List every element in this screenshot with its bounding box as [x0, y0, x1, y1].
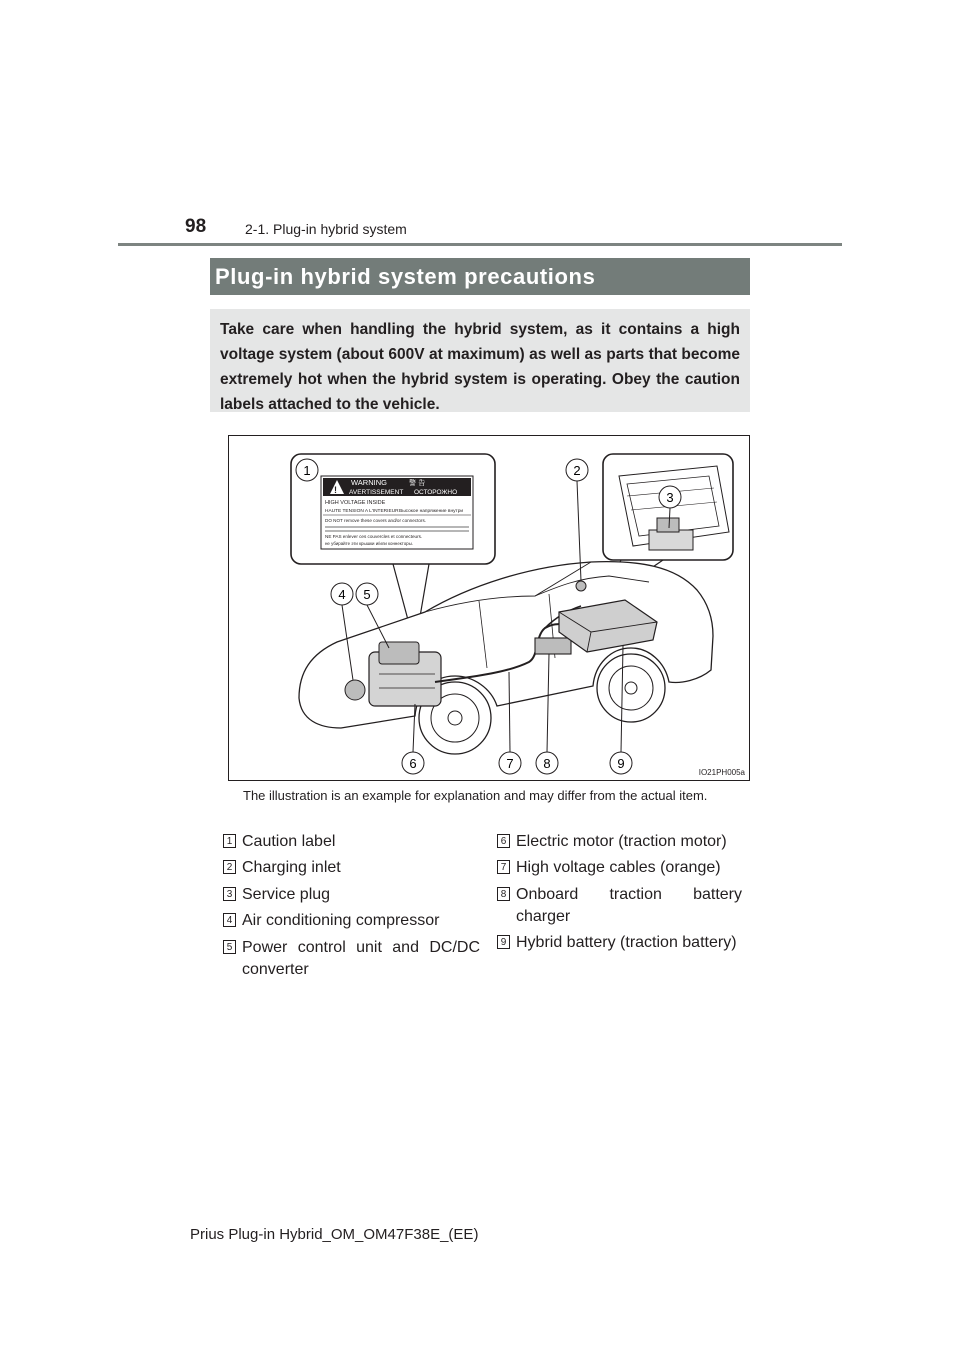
label-cjk-warning: 警 告 — [409, 479, 426, 487]
legend-text: Caution label — [242, 833, 336, 850]
legend-number: 5 — [223, 940, 236, 954]
charging-inlet — [576, 581, 586, 591]
svg-text:9: 9 — [617, 756, 625, 771]
legend-number: 2 — [223, 860, 236, 874]
legend-number: 6 — [497, 834, 510, 848]
legend-text: Air conditioning compressor — [242, 912, 440, 929]
label-haute-tension: HAUTE TENSION A L'INTERIEUR — [325, 509, 399, 514]
page-number: 98 — [185, 216, 207, 237]
svg-text:4: 4 — [338, 587, 346, 602]
illustration-note: The illustration is an example for explanation and may differ from the actual item. — [243, 788, 708, 803]
svg-text:1: 1 — [303, 463, 311, 478]
label-russian-warning: ОСТОРОЖНО — [414, 489, 458, 496]
legend-number: 1 — [223, 834, 236, 848]
section-title: 2-1. Plug-in hybrid system — [245, 221, 407, 237]
label-russian-voltage: Высокое напряжение внутри — [399, 509, 464, 514]
legend-number: 9 — [497, 935, 510, 949]
callout-1 — [296, 459, 318, 481]
legend-number: 8 — [497, 887, 510, 901]
intro-text: Take care when handling the hybrid system, as it contains a high voltage system (about 600V at maximum) as well as parts that become extremely hot when the hybrid system is operating. Obey the caution labels attached to the vehicle. — [210, 309, 750, 412]
label-avertissement: AVERTISSEMENT — [349, 489, 404, 496]
legend-text: Charging inlet — [242, 859, 341, 876]
label-high-voltage: HIGH VOLTAGE INSIDE — [325, 500, 386, 506]
svg-text:8: 8 — [543, 756, 551, 771]
label-ne-pas: NE PAS enlever ces couvercles et connecteurs. — [325, 534, 423, 539]
label-do-not: DO NOT remove these covers and/or connectors. — [325, 518, 427, 523]
svg-text:2: 2 — [573, 463, 581, 478]
label-russian-do-not: не убирайте эти крышки и/или коннекторы. — [325, 541, 413, 546]
legend-text: Service plug — [242, 886, 331, 903]
page-heading: Plug-in hybrid system precautions — [210, 258, 750, 295]
svg-text:!: ! — [334, 485, 337, 495]
legend-number: 3 — [223, 887, 236, 901]
legend-number: 7 — [497, 860, 510, 874]
legend-text: Electric motor (traction motor) — [516, 833, 727, 850]
label-warning: WARNING — [351, 478, 387, 487]
svg-text:5: 5 — [363, 587, 371, 602]
svg-text:3: 3 — [666, 490, 674, 505]
figure-code: IO21PH005a — [698, 768, 745, 777]
onboard-charger — [535, 638, 571, 654]
legend-text: Power control unit and DC/DC converter — [242, 939, 480, 978]
header-rule — [118, 243, 842, 246]
legend-text: High voltage cables (orange) — [516, 859, 721, 876]
legend-number: 4 — [223, 913, 236, 927]
svg-text:6: 6 — [409, 756, 417, 771]
svg-text:7: 7 — [506, 756, 514, 771]
footer-document-id: Prius Plug-in Hybrid_OM_OM47F38E_(EE) — [190, 1226, 479, 1243]
vehicle-illustration — [228, 435, 750, 781]
legend-text: Onboard traction battery charger — [516, 886, 742, 925]
legend-text: Hybrid battery (traction battery) — [516, 934, 737, 951]
